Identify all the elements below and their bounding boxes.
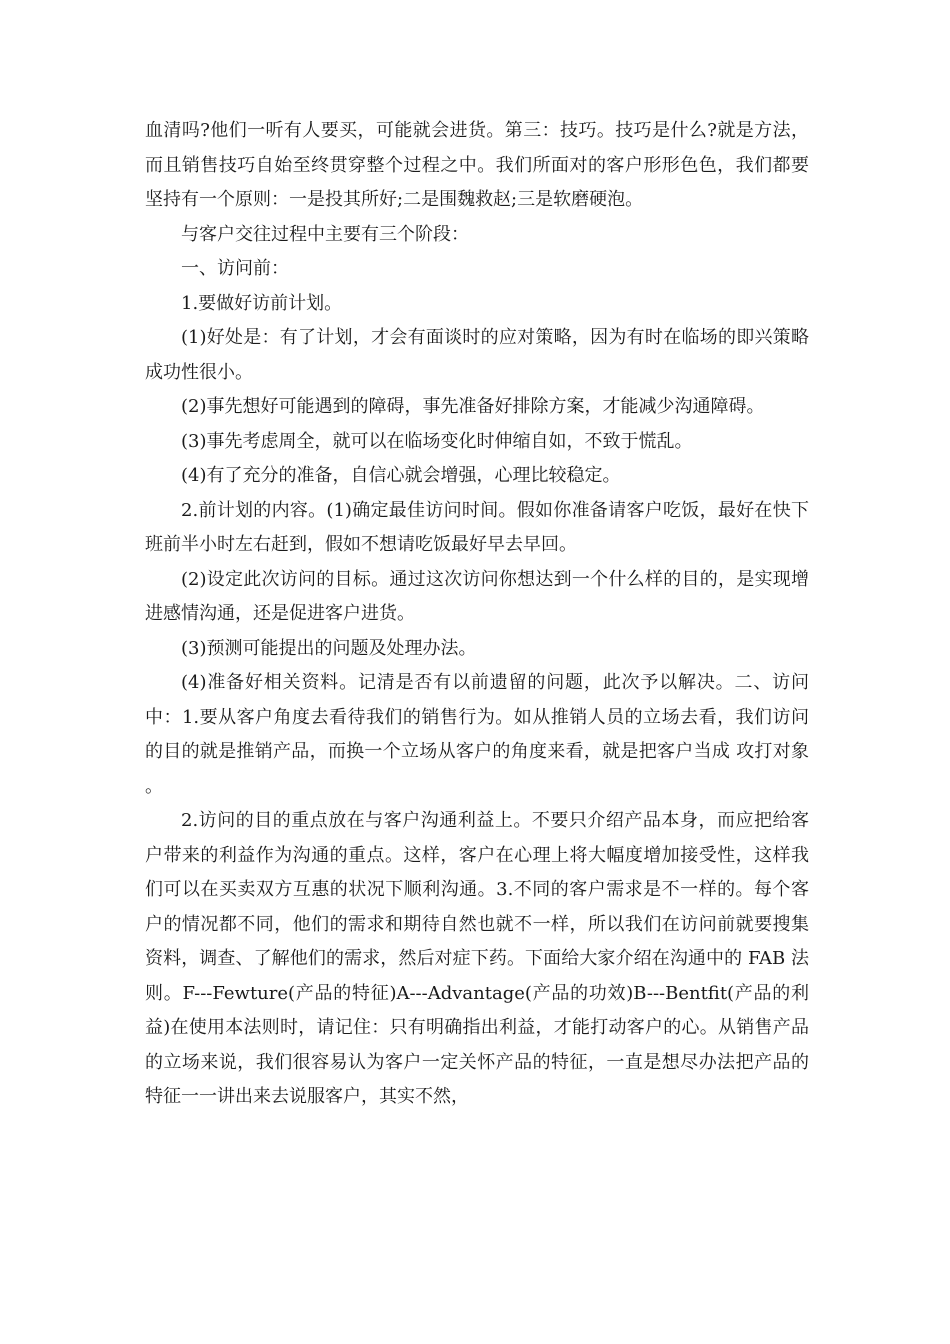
paragraph: (3)预测可能提出的问题及处理办法。 [181, 637, 477, 659]
section-heading: 一、访问前： [181, 258, 289, 279]
paragraph: 2.前计划的内容。(1)确定最佳访问时间。假如你准备请客户吃饭，最好在快下班前半小时左右赶到，假如不想请吃饭最好早去早回。 [145, 499, 809, 555]
paragraph: (2)事先想好可能遇到的障碍，事先准备好排除方案，才能减少沟通障碍。 [181, 396, 765, 417]
paragraph: 2.访问的目的重点放在与客户沟通利益上。不要只介绍产品本身，而应把给客户带来的利益作为沟通的重点。这样，客户在心理上将大幅度增加接受性，这样我们可以在买卖双方互惠的状况下顺利沟通。3.不同的客户需求是不一样的。每个客户的情况都不同，他们的需求和期待自然也就不一样，所以我们在访问前就要搜集资料，调查、了解他们的需求，然后对症下药。下面给大家介绍在沟通中的 FAB 法则。F---Fewture(产品的特征)A---Advantage(产品的功效)B---Bentfit(产品的利益)在使用本法则时，请记住：只有明确指出利益，才能打动客户的心。从销售产品的立场来说，我们很容易认为客户一定关怀产品的特征，一直是想尽办法把产品的特征一一讲出来去说服客户，其实不然， [145, 810, 809, 1107]
paragraph: 血清吗?他们一听有人要买，可能就会进货。第三：技巧。技巧是什么?就是方法，而且销售技巧自始至终贯穿整个过程之中。我们所面对的客户形形色色，我们都要坚持有一个原则：一是投其所好;二是围魏救赵;三是软磨硬泡。 [145, 120, 809, 210]
paragraph: 与客户交往过程中主要有三个阶段： [181, 223, 469, 245]
paragraph: (4)有了充分的准备，自信心就会增强，心理比较稳定。 [181, 465, 621, 486]
paragraph: (1)好处是：有了计划，才会有面谈时的应对策略，因为有时在临场的即兴策略成功性很小。 [145, 327, 809, 383]
paragraph: 1.要做好访前计划。 [181, 292, 343, 314]
document-body [145, 114, 809, 1115]
paragraph: (2)设定此次访问的目标。通过这次访问你想达到一个什么样的目的，是实现增进感情沟通，还是促进客户进货。 [145, 568, 809, 624]
paragraph: (4)准备好相关资料。记清是否有以前遗留的问题，此次予以解决。二、访问中：1.要从客户角度去看待我们的销售行为。如从推销人员的立场去看，我们访问的目的就是推销产品，而换一个立场从客户的角度来看，就是把客户当成 攻打对象 。 [145, 672, 809, 797]
paragraph: (3)事先考虑周全，就可以在临场变化时伸缩自如，不致于慌乱。 [181, 430, 693, 452]
